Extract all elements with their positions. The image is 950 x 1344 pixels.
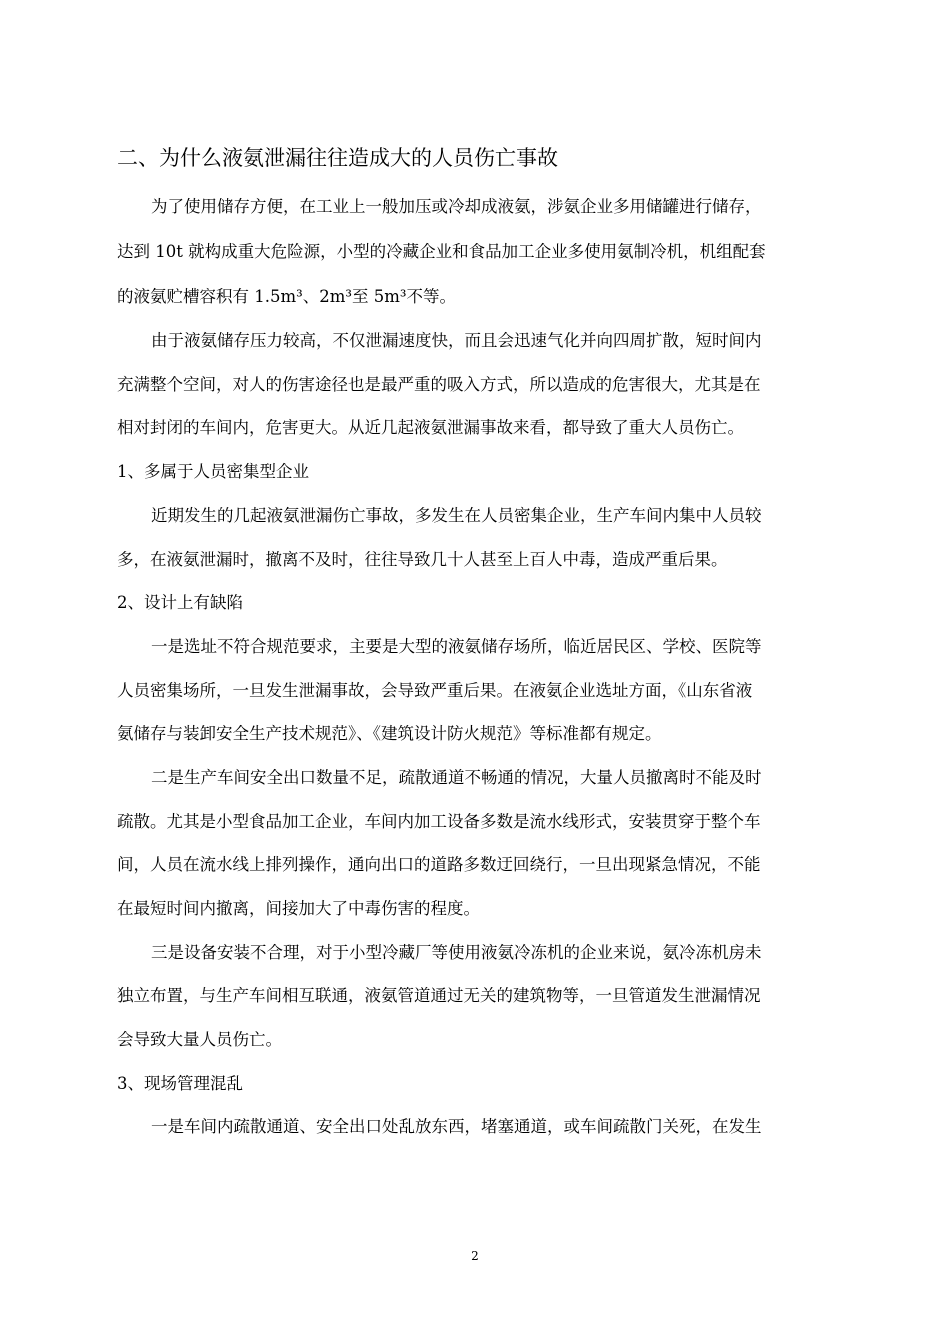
paragraph-line: 近期发生的几起液氨泄漏伤亡事故，多发生在人员密集企业，生产车间内集中人员较 bbox=[151, 506, 762, 525]
paragraph-line: 为了使用储存方便，在工业上一般加压或冷却成液氨，涉氨企业多用储罐进行储存， bbox=[151, 197, 762, 216]
paragraph-line: 的液氨贮槽容积有 1.5m³、2m³至 5m³不等。 bbox=[117, 287, 457, 306]
paragraph-line: 二是生产车间安全出口数量不足，疏散通道不畅通的情况，大量人员撤离时不能及时 bbox=[151, 768, 762, 787]
paragraph-line: 充满整个空间，对人的伤害途径也是最严重的吸入方式，所以造成的危害很大，尤其是在 bbox=[117, 375, 761, 394]
page-number: 2 bbox=[471, 1249, 479, 1263]
paragraph-line: 在最短时间内撤离，间接加大了中毒伤害的程度。 bbox=[117, 899, 480, 918]
paragraph-line: 会导致大量人员伤亡。 bbox=[117, 1030, 282, 1049]
paragraph-line: 相对封闭的车间内，危害更大。从近几起液氨泄漏事故来看，都导致了重大人员伤亡。 bbox=[117, 418, 744, 437]
paragraph-line: 多，在液氨泄漏时，撤离不及时，往往导致几十人甚至上百人中毒，造成严重后果。 bbox=[117, 550, 728, 569]
paragraph-line: 氨储存与装卸安全生产技术规范》、《建筑设计防火规范》等标准都有规定。 bbox=[117, 724, 662, 743]
paragraph-line: 独立布置，与生产车间相互联通，液氨管道通过无关的建筑物等，一旦管道发生泄漏情况 bbox=[117, 986, 761, 1005]
paragraph-line: 一是选址不符合规范要求，主要是大型的液氨储存场所，临近居民区、学校、医院等 bbox=[151, 637, 762, 656]
paragraph-line: 间，人员在流水线上排列操作，通向出口的道路多数迂回绕行，一旦出现紧急情况，不能 bbox=[117, 855, 761, 874]
paragraph-line: 疏散。尤其是小型食品加工企业，车间内加工设备多数是流水线形式，安装贯穿于整个车 bbox=[117, 812, 761, 831]
subsection-heading: 3、现场管理混乱 bbox=[117, 1074, 243, 1093]
paragraph-line: 达到 10t 就构成重大危险源，小型的冷藏企业和食品加工企业多使用氨制冷机，机组配套 bbox=[117, 242, 766, 261]
paragraph-line: 由于液氨储存压力较高，不仅泄漏速度快，而且会迅速气化并向四周扩散，短时间内 bbox=[151, 331, 762, 350]
subsection-heading: 2、设计上有缺陷 bbox=[117, 593, 243, 612]
section-heading: 二、为什么液氨泄漏往往造成大的人员伤亡事故 bbox=[117, 146, 558, 170]
paragraph-line: 三是设备安装不合理，对于小型冷藏厂等使用液氨冷冻机的企业来说，氨冷冻机房未 bbox=[151, 943, 762, 962]
paragraph-line: 一是车间内疏散通道、安全出口处乱放东西，堵塞通道，或车间疏散门关死，在发生 bbox=[151, 1117, 762, 1136]
paragraph-line: 人员密集场所，一旦发生泄漏事故，会导致严重后果。在液氨企业选址方面，《山东省液 bbox=[117, 681, 753, 700]
subsection-heading: 1、多属于人员密集型企业 bbox=[117, 462, 309, 481]
